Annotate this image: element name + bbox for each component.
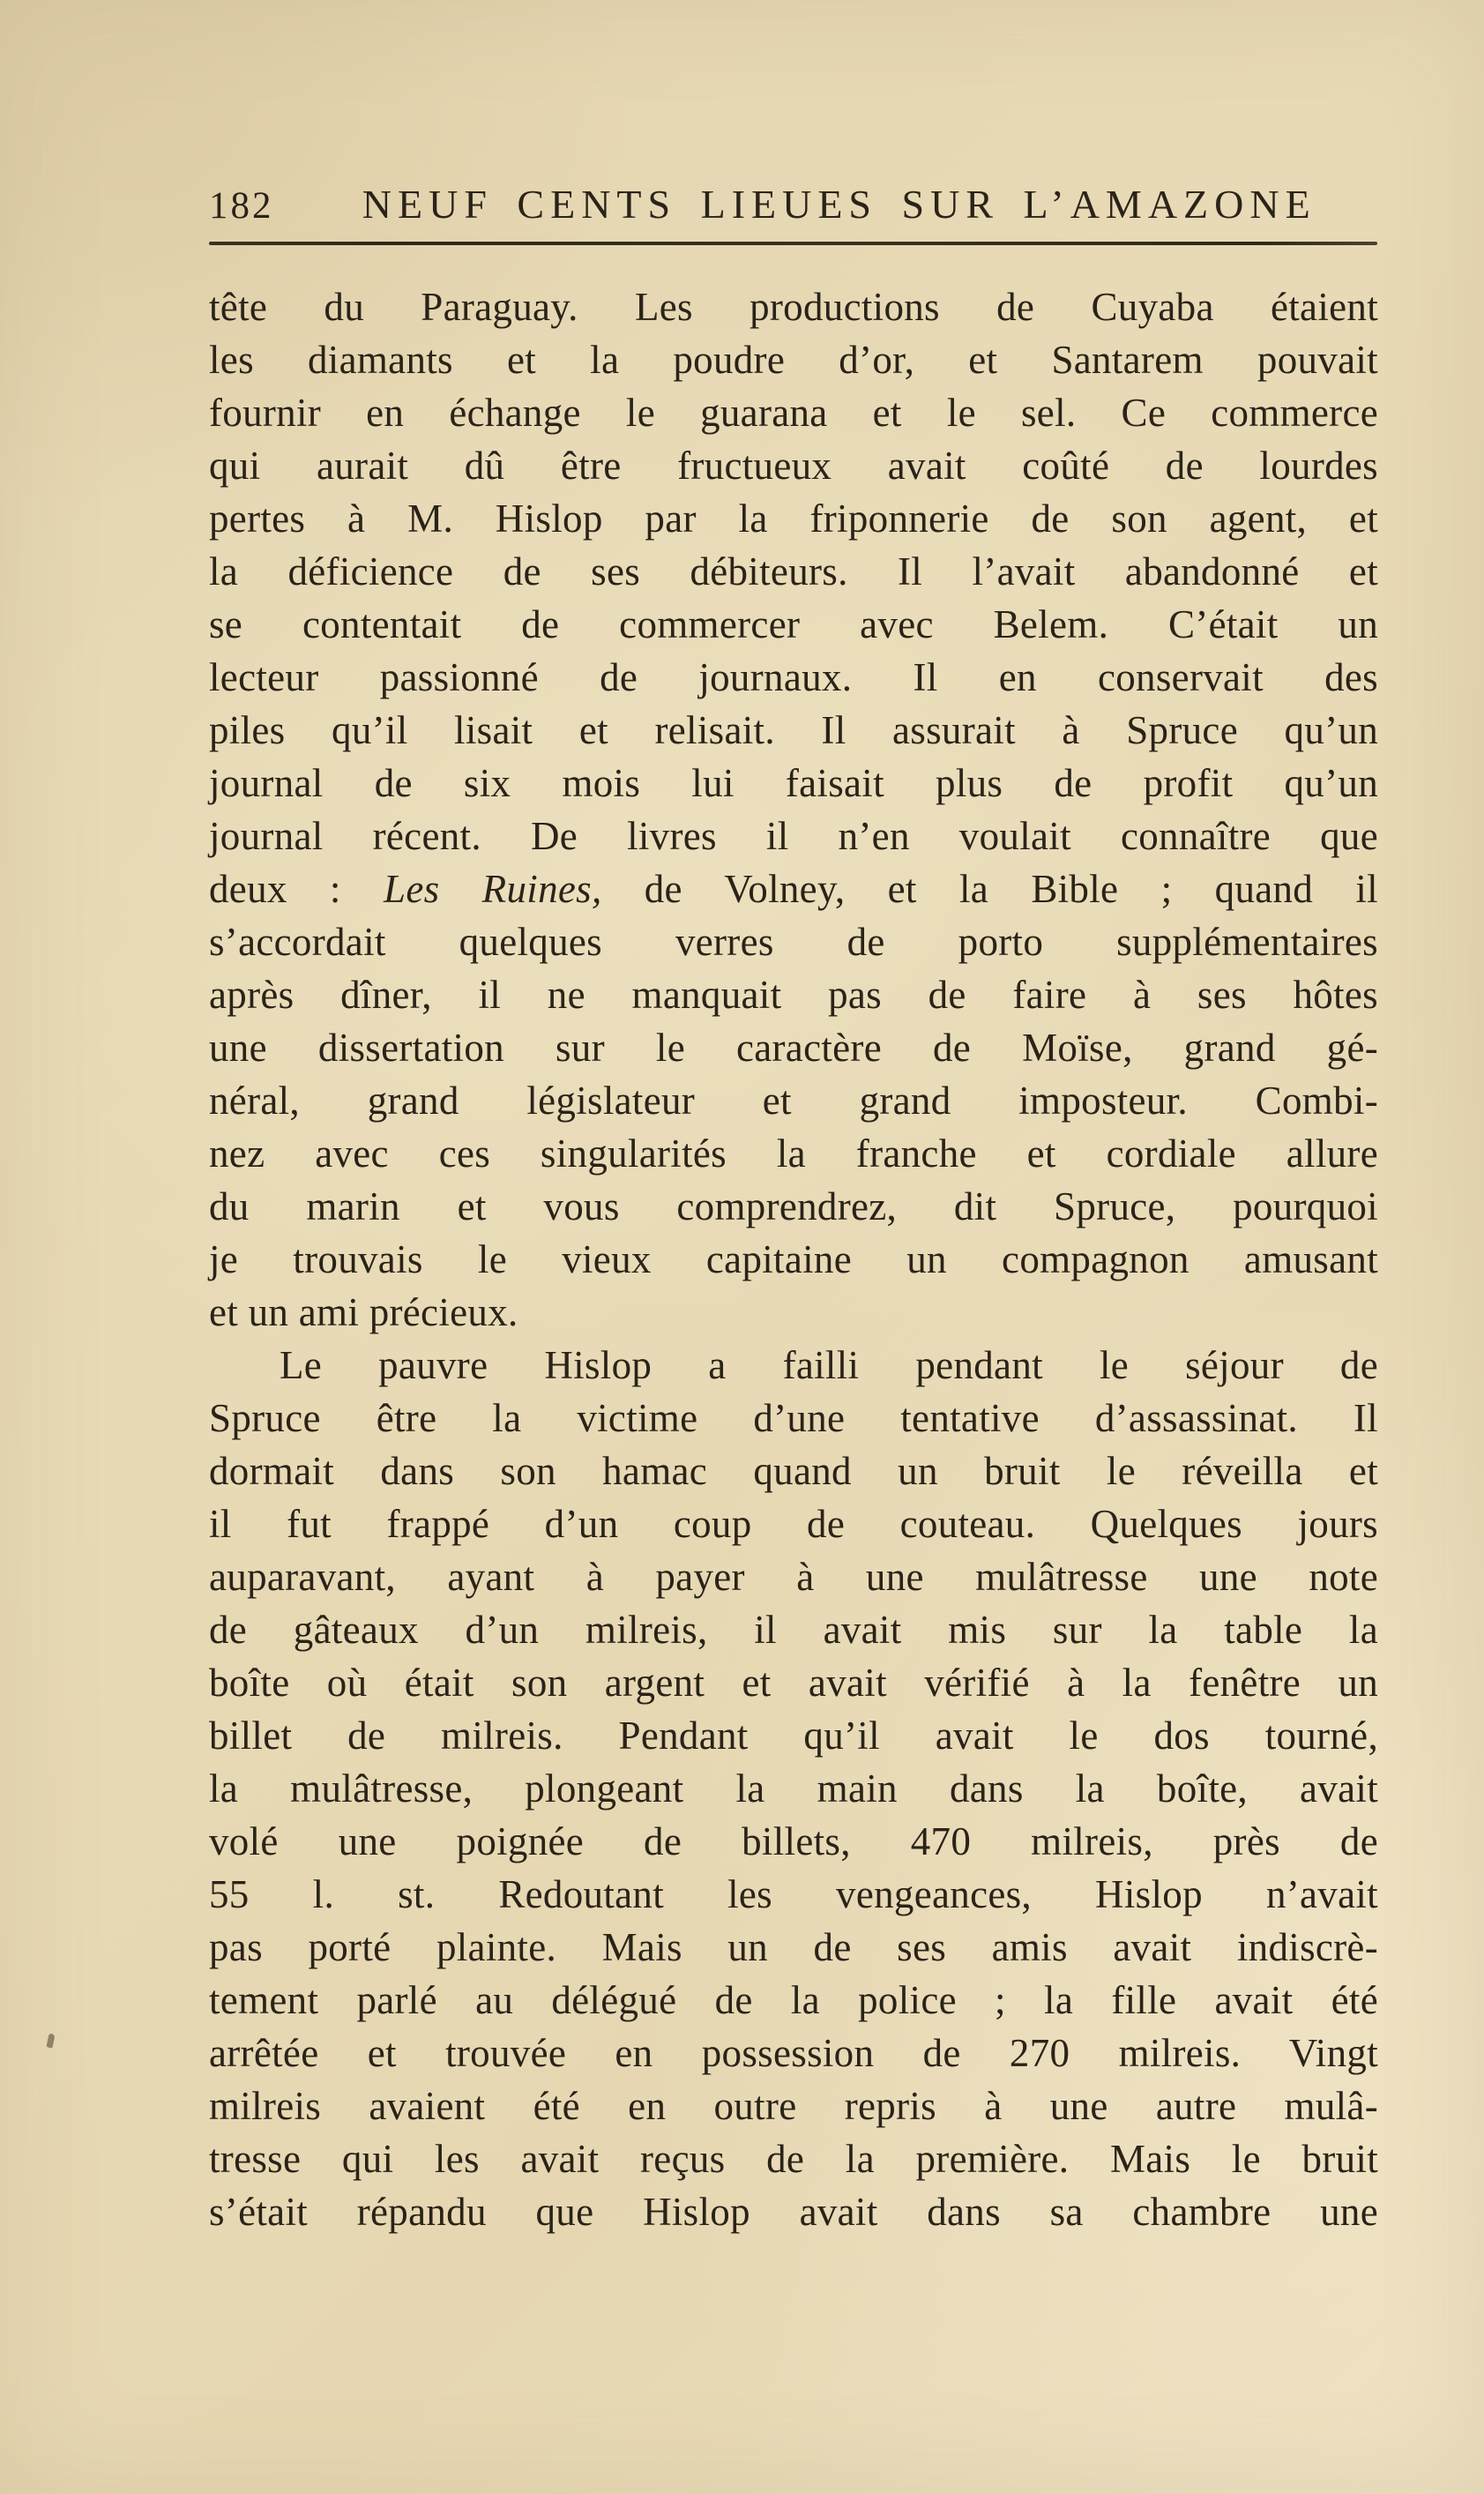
text-line bbox=[209, 1921, 1378, 1974]
text-line bbox=[209, 1286, 1378, 1339]
text-segment: après dîner, il ne manquait pas de faire à ses hôtes bbox=[209, 973, 1378, 1017]
book-title-italic: Les Ruines, bbox=[384, 867, 602, 911]
text-segment: 55 l. st. Redoutant les vengeances, Hislop n’avait bbox=[209, 1872, 1378, 1916]
text-line bbox=[209, 1815, 1378, 1868]
text-segment: tement parlé au délégué de la police ; la fille avait été bbox=[209, 1978, 1378, 2022]
text-line bbox=[209, 545, 1378, 598]
text-segment: nez avec ces singularités la franche et cordiale allure bbox=[209, 1131, 1378, 1176]
text-line bbox=[209, 439, 1378, 492]
text-segment: je trouvais le vieux capitaine un compagnon amusant bbox=[209, 1237, 1378, 1281]
text-block bbox=[209, 280, 1378, 2238]
text-line bbox=[209, 915, 1378, 968]
text-segment: néral, grand législateur et grand imposteur. Combi- bbox=[209, 1079, 1378, 1123]
text-line bbox=[209, 1656, 1378, 1709]
text-segment: pas porté plainte. Mais un de ses amis avait indiscrè- bbox=[209, 1925, 1378, 1969]
text-segment: du marin et vous comprendrez, dit Spruce, pourquoi bbox=[209, 1184, 1378, 1228]
text-line bbox=[209, 2132, 1378, 2185]
text-line bbox=[209, 968, 1378, 1021]
text-segment: Le pauvre Hislop a failli pendant le séjour de bbox=[280, 1343, 1378, 1387]
paragraph bbox=[209, 280, 1378, 1339]
running-title: NEUF CENTS LIEUES SUR L’AMAZONE bbox=[362, 182, 1316, 227]
text-segment: s’accordait quelques verres de porto supplémentaires bbox=[209, 920, 1378, 964]
text-segment: la mulâtresse, plongeant la main dans la boîte, avait bbox=[209, 1766, 1378, 1811]
text-line bbox=[209, 1974, 1378, 2027]
text-segment: il fut frappé d’un coup de couteau. Quelques jours bbox=[209, 1502, 1378, 1546]
text-line bbox=[209, 333, 1378, 386]
text-segment: se contentait de commercer avec Belem. C’était un bbox=[209, 602, 1378, 646]
text-line bbox=[209, 1762, 1378, 1815]
text-segment: boîte où était son argent et avait vérifié à la fenêtre un bbox=[209, 1661, 1378, 1705]
text-line bbox=[209, 492, 1378, 545]
text-line bbox=[209, 1603, 1378, 1656]
text-line bbox=[209, 2185, 1378, 2238]
text-line bbox=[209, 1180, 1378, 1233]
text-segment: de Volney, et la Bible ; quand il bbox=[601, 867, 1378, 911]
text-segment: Spruce être la victime d’une tentative d’assassinat. Il bbox=[209, 1396, 1378, 1440]
paragraph bbox=[209, 1339, 1378, 2238]
header-rule bbox=[209, 242, 1377, 245]
text-line bbox=[209, 386, 1378, 439]
text-segment: journal de six mois lui faisait plus de profit qu’un bbox=[209, 761, 1378, 805]
text-segment: et un ami précieux. bbox=[209, 1290, 518, 1334]
text-segment: fournir en échange le guarana et le sel. Ce commerce bbox=[209, 391, 1378, 435]
text-segment: tresse qui les avait reçus de la première. Mais le bruit bbox=[209, 2137, 1378, 2181]
text-segment: s’était répandu que Hislop avait dans sa chambre une bbox=[209, 2190, 1378, 2234]
margin-mark bbox=[46, 2033, 55, 2048]
text-line bbox=[209, 1709, 1378, 1762]
text-segment: la déficience de ses débiteurs. Il l’avait abandonné et bbox=[209, 549, 1378, 594]
text-segment: une dissertation sur le caractère de Moïse, grand gé- bbox=[209, 1026, 1378, 1070]
text-line bbox=[209, 1550, 1378, 1603]
text-segment: lecteur passionné de journaux. Il en conservait des bbox=[209, 655, 1378, 699]
text-line bbox=[209, 1392, 1378, 1445]
text-line bbox=[209, 810, 1378, 862]
page-header bbox=[209, 181, 1378, 228]
text-line bbox=[209, 1074, 1378, 1127]
text-segment: milreis avaient été en outre repris à une autre mulâ- bbox=[209, 2084, 1378, 2128]
text-line bbox=[209, 1868, 1378, 1921]
text-segment: de gâteaux d’un milreis, il avait mis sur la table la bbox=[209, 1608, 1378, 1652]
text-line bbox=[209, 1445, 1378, 1497]
text-segment: tête du Paraguay. Les productions de Cuyaba étaient bbox=[209, 285, 1378, 329]
text-segment: journal récent. De livres il n’en voulait connaître que bbox=[209, 814, 1378, 858]
text-segment: volé une poignée de billets, 470 milreis, près de bbox=[209, 1819, 1378, 1863]
text-segment: billet de milreis. Pendant qu’il avait le dos tourné, bbox=[209, 1714, 1378, 1758]
text-line bbox=[209, 2080, 1378, 2132]
text-segment: qui aurait dû être fructueux avait coûté de lourdes bbox=[209, 444, 1378, 488]
text-line bbox=[209, 651, 1378, 704]
text-line bbox=[209, 1127, 1378, 1180]
text-line bbox=[209, 280, 1378, 333]
text-segment: dormait dans son hamac quand un bruit le réveilla et bbox=[209, 1449, 1378, 1493]
text-line bbox=[209, 598, 1378, 651]
text-segment: piles qu’il lisait et relisait. Il assurait à Spruce qu’un bbox=[209, 708, 1378, 752]
text-segment: arrêtée et trouvée en possession de 270 milreis. Vingt bbox=[209, 2031, 1378, 2075]
text-line bbox=[209, 1233, 1378, 1286]
text-segment: deux : bbox=[209, 867, 384, 911]
text-segment: pertes à M. Hislop par la friponnerie de son agent, et bbox=[209, 497, 1378, 541]
text-line bbox=[209, 862, 1378, 915]
text-line bbox=[209, 1339, 1378, 1392]
text-line bbox=[209, 1497, 1378, 1550]
text-line bbox=[209, 1021, 1378, 1074]
text-segment: les diamants et la poudre d’or, et Santarem pouvait bbox=[209, 338, 1378, 382]
text-line bbox=[209, 2027, 1378, 2080]
text-line bbox=[209, 757, 1378, 810]
text-segment: auparavant, ayant à payer à une mulâtresse une note bbox=[209, 1555, 1378, 1599]
text-line bbox=[209, 704, 1378, 757]
page-number: 182 bbox=[209, 185, 274, 227]
